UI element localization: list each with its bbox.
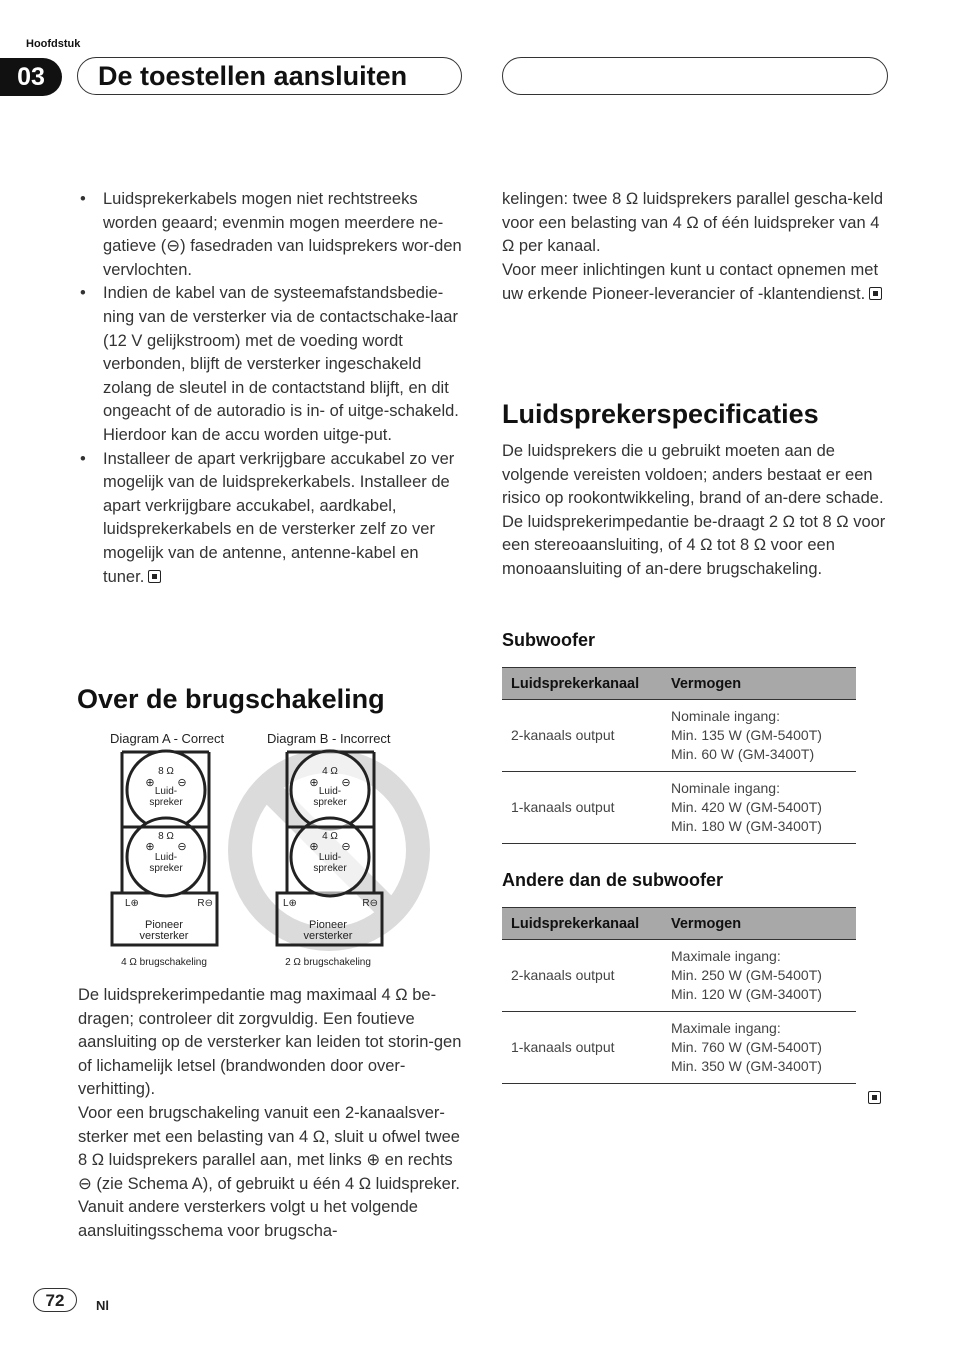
bullet-item: • Luidsprekerkabels mogen niet rechtstreeks worden geaard; evenmin mogen meerdere ne-gatieve (⊖) fasedraden van luidsprekers wor-den vervlochten. — [78, 188, 463, 282]
speaker-label: Luid- — [318, 852, 342, 863]
minus-icon: ⊖ — [341, 777, 351, 789]
amp-left-terminal: L⊕ — [125, 898, 139, 909]
contact-paragraph: Voor meer inlichtingen kunt u contact opnemen met uw erkende Pioneer-leverancier of -klantendienst. — [502, 259, 892, 306]
channel-cell: 2-kanaals output — [502, 940, 662, 1012]
power-cell: Maximale ingang: Min. 250 W (GM-5400T) Min. 120 W (GM-3400T) — [662, 940, 856, 1012]
plus-icon: ⊕ — [309, 777, 319, 789]
table-row — [502, 772, 856, 844]
column-header-power: Vermogen — [662, 908, 856, 940]
table-row — [502, 1012, 856, 1084]
bridge-heading: Over de brugschakeling — [77, 684, 385, 714]
minus-icon: ⊖ — [341, 841, 351, 853]
continuation-paragraph: kelingen: twee 8 Ω luidsprekers parallel gescha-keld voor een belasting van 4 Ω of één luidspreker van 4 Ω per kanaal. — [502, 190, 884, 256]
column-header-channel: Luidsprekerkanaal — [502, 668, 662, 700]
speaker-label: spreker — [149, 797, 183, 808]
speaker-label: spreker — [149, 863, 183, 874]
diagram-b-label: Diagram B - Incorrect — [267, 731, 391, 746]
amp-right-terminal: R⊖ — [362, 898, 378, 909]
column-header-channel: Luidsprekerkanaal — [502, 908, 662, 940]
bullet-item: • Indien de kabel van de systeemafstandsbedie-ning van de versterker via de contactschake-laar (12 V gelijkstroom) met de voeding wordt verbonden, blijft de versterker ingeschakeld zolang de sleutel in de contactstand blijft, en dit ongeacht of de autoradio is in- of uitge-schakeld. Hierdoor kan de accu worden uitge-put. — [78, 282, 463, 447]
subwoofer-heading: Subwoofer — [502, 630, 595, 650]
table-row — [502, 940, 856, 1012]
amp-label: Pioneer — [309, 919, 347, 931]
end-mark-icon — [868, 1091, 881, 1104]
b-caption: 2 Ω brugschakeling — [285, 957, 371, 968]
diagram-a-label: Diagram A - Correct — [110, 731, 225, 746]
speaker-label: Luid- — [154, 852, 178, 863]
amp-label: Pioneer — [145, 919, 183, 931]
speaker-label: spreker — [313, 797, 347, 808]
page-number: 72 — [33, 1288, 77, 1312]
bridge-diagram — [100, 726, 440, 972]
language-code: Nl — [96, 1298, 109, 1313]
amp-label: versterker — [139, 930, 189, 942]
channel-cell: 1-kanaals output — [502, 1012, 662, 1084]
plus-icon: ⊕ — [145, 777, 155, 789]
table-row — [502, 700, 856, 772]
bullet-item: • Installeer de apart verkrijgbare accukabel zo ver mogelijk van de luidsprekerkabels. Installeer de apart verkrijgbare accukabel, aardkabel, luidsprekerkabels en de versterker zelf zo ver mogelijk van de antenne, antenne-kabel en tuner. — [78, 448, 463, 590]
spec-heading: Luidsprekerspecificaties — [502, 399, 819, 429]
bullet-list — [78, 188, 463, 589]
a-bottom-impedance: 8 Ω — [158, 831, 174, 842]
bridge-paragraph-2: Voor een brugschakeling vanuit een 2-kanaalsver-sterker met een belasting van 4 Ω, sluit u ofwel twee 8 Ω luidsprekers parallel aan, met links ⊕ en rechts ⊖ (zie Schema A), of gebruikt u één 4 Ω luidspreker. Vanuit andere versterkers volgt u het volgende aansluitingsschema voor brugscha- — [78, 1104, 461, 1240]
amp-left-terminal: L⊕ — [283, 898, 297, 909]
column-header-power: Vermogen — [662, 668, 856, 700]
speaker-label: Luid- — [154, 786, 178, 797]
plus-icon: ⊕ — [145, 841, 155, 853]
power-cell: Nominale ingang: Min. 135 W (GM-5400T) Min. 60 W (GM-3400T) — [662, 700, 856, 772]
diagram-a — [112, 751, 217, 945]
speaker-label: spreker — [313, 863, 347, 874]
b-top-impedance: 4 Ω — [322, 766, 338, 777]
table-header-row — [502, 668, 856, 700]
a-caption: 4 Ω brugschakeling — [121, 957, 207, 968]
a-top-impedance: 8 Ω — [158, 766, 174, 777]
minus-icon: ⊖ — [177, 841, 187, 853]
b-bottom-impedance: 4 Ω — [322, 831, 338, 842]
other-heading: Andere dan de subwoofer — [502, 870, 724, 890]
chapter-number: 03 — [0, 58, 62, 96]
amp-label: versterker — [303, 930, 353, 942]
end-mark-icon — [869, 287, 882, 300]
amp-right-terminal: R⊖ — [197, 898, 213, 909]
power-cell: Nominale ingang: Min. 420 W (GM-5400T) Min. 180 W (GM-3400T) — [662, 772, 856, 844]
minus-icon: ⊖ — [177, 777, 187, 789]
table-header-row — [502, 908, 856, 940]
chapter-label: Hoofdstuk — [26, 38, 81, 50]
bridge-paragraph-1: De luidsprekerimpedantie mag maximaal 4 Ω be-dragen; controleer dit zorgvuldig. Een foutieve aansluiting op de versterker kan leiden tot storin-gen of lichamelijk letsel (brandwonden door over-verhitting). — [78, 986, 462, 1099]
subwoofer-table — [502, 667, 856, 844]
speaker-label: Luid- — [318, 786, 342, 797]
end-mark-icon — [148, 570, 161, 583]
section-title-box — [502, 57, 888, 95]
power-cell: Maximale ingang: Min. 760 W (GM-5400T) Min. 350 W (GM-3400T) — [662, 1012, 856, 1084]
spec-intro: De luidsprekers die u gebruikt moeten aan de volgende vereisten voldoen; anders bestaat er een risico op rookontwikkeling, brand of an-dere schade. De luidsprekerimpedantie be-draagt 2 Ω tot 8 Ω voor een stereoaansluiting, of 4 Ω tot 8 Ω voor een monoaansluiting of an-dere brugschakeling. — [502, 442, 886, 578]
diagram-b — [277, 751, 382, 945]
chapter-title: De toestellen aansluiten — [77, 57, 462, 95]
other-table — [502, 907, 856, 1084]
channel-cell: 2-kanaals output — [502, 700, 662, 772]
channel-cell: 1-kanaals output — [502, 772, 662, 844]
plus-icon: ⊕ — [309, 841, 319, 853]
